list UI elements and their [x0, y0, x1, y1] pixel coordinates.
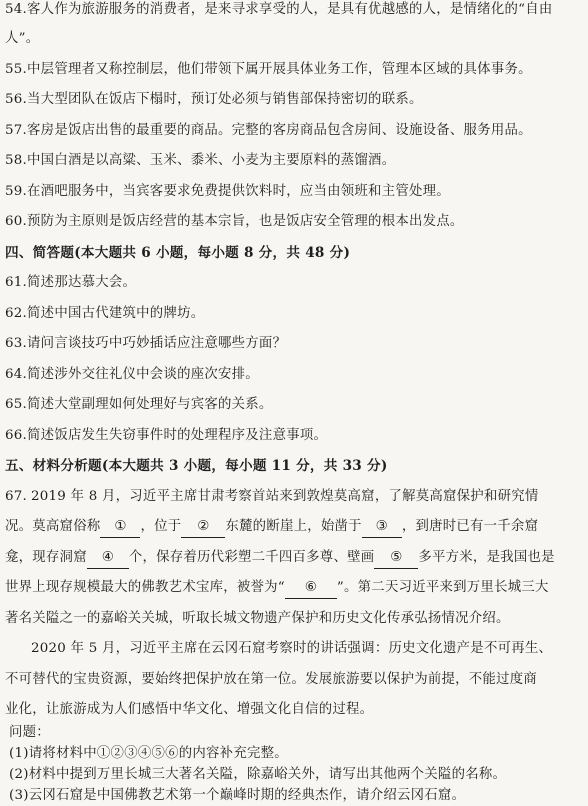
item-number: 64. [5, 367, 28, 382]
item-54-continued [5, 29, 586, 49]
item-67-number: 67. [5, 489, 28, 504]
material-paragraph-2-line-3: 业化，让旅游成为人们感悟中华文化、增强文化自信的过程。 [5, 702, 374, 717]
material-paragraph-2-line-2: 不可替代的宝贵资源，要始终把保护放在第一位。发展旅游要以保护为前提，不能过度商 [5, 672, 537, 687]
material-paragraph-1-line-4 [5, 578, 586, 599]
item-text: 客房是饭店出售的最重要的商品。完整的客房商品包含房间、设施设备、服务用品。 [27, 123, 532, 138]
item-text: 简述大堂副理如何处理好与宾客的关系。 [27, 397, 273, 412]
material-paragraph-1-line-2 [5, 517, 586, 538]
item-59 [5, 182, 586, 202]
material-text: 世界上现存规模最大的佛教艺术宝库，被誉为“ [5, 580, 285, 595]
material-text: 多平方米，是我国也是 [418, 550, 555, 565]
item-text: 请问言谈技巧中巧妙插话应注意哪些方面？ [27, 336, 287, 351]
item-number: 63. [5, 336, 28, 351]
fill-blank-4: ④ [87, 548, 129, 569]
item-number: 59. [5, 184, 28, 199]
item-number: 58. [5, 153, 28, 168]
material-text: 东麓的断崖上，始凿于 [225, 519, 362, 534]
fill-blank-6: ⑥ [285, 578, 337, 599]
fill-blank-5: ⑤ [374, 548, 418, 569]
item-text: 简述饭店发生失窃事件时的处理程序及注意事项。 [27, 428, 328, 443]
question-2: (2)材料中提到万里长城三大著名关隘，除嘉峪关外，请写出其他两个关隘的名称。 [9, 767, 507, 782]
fill-blank-3: ③ [362, 517, 402, 538]
item-text: 中层管理者又称控制层，他们带领下属开展具体业务工作，管理本区域的具体事务。 [27, 62, 532, 77]
item-number: 66. [5, 428, 28, 443]
item-number: 60. [5, 214, 28, 229]
item-number: 56. [5, 92, 28, 107]
item-text: 简述中国古代建筑中的牌坊。 [27, 306, 205, 321]
item-number: 61. [5, 275, 28, 290]
item-text: 客人作为旅游服务的消费者，是来寻求享受的人，是具有优越感的人，是情绪化的“自由 [27, 2, 553, 17]
question-3: (3)云冈石窟是中国佛教艺术第一个巅峰时期的经典杰作，请介绍云冈石窟。 [9, 788, 466, 803]
material-paragraph-2-line-1: 2020 年 5 月，习近平主席在云冈石窟考察时的讲话强调：历史文化遗产是不可再生、 [31, 641, 553, 656]
item-56 [5, 90, 586, 110]
questions-label: 问题： [9, 725, 50, 740]
question-1: (1)请将材料中①②③④⑤⑥的内容补充完整。 [9, 746, 288, 761]
item-number: 62. [5, 306, 28, 321]
section-5-heading: 五、材料分析题(本大题共 3 小题，每小题 11 分，共 33 分) [5, 458, 388, 474]
fill-blank-2: ② [181, 517, 225, 538]
item-text: 简述涉外交往礼仪中会谈的座次安排。 [27, 367, 259, 382]
item-60 [5, 212, 586, 232]
item-61 [5, 273, 586, 293]
item-55 [5, 60, 586, 80]
item-64 [5, 365, 586, 385]
material-text: ”。第二天习近平来到万里长城三大 [336, 580, 549, 595]
item-text: 人”。 [5, 31, 40, 46]
item-66 [5, 426, 586, 446]
material-text: ，到唐时已有一千余窟 [401, 519, 539, 534]
material-paragraph-1-line-5: 著名关隘之一的嘉峪关关城，听取长城文物遗产保护和历史文化传承弘扬情况介绍。 [5, 611, 510, 626]
item-text: 当大型团队在饭店下榻时，预订处必须与销售部保持密切的联系。 [27, 92, 423, 107]
material-paragraph-1-line-1: 2019 年 8 月，习近平主席甘肃考察首站来到敦煌莫高窟，了解莫高窟保护和研究情 [31, 489, 539, 504]
item-number: 54. [5, 2, 28, 17]
item-text: 预防为主原则是饭店经营的基本宗旨，也是饭店安全管理的根本出发点。 [27, 214, 464, 229]
fill-blank-1: ① [100, 517, 140, 538]
item-65 [5, 395, 586, 415]
material-text: 个，保存着历代彩塑二千四百多尊、壁画 [128, 550, 375, 565]
item-number: 57. [5, 123, 28, 138]
item-text: 简述那达慕大会。 [27, 275, 137, 290]
item-number: 55. [5, 62, 28, 77]
item-54 [5, 0, 586, 20]
item-number: 65. [5, 397, 28, 412]
material-text: ，位于 [140, 519, 182, 534]
material-text: 龛，现存洞窟 [5, 550, 87, 565]
material-text: 况。莫高窟俗称 [5, 519, 101, 534]
item-text: 中国白酒是以高粱、玉米、黍米、小麦为主要原料的蒸馏酒。 [27, 153, 396, 168]
item-63 [5, 334, 586, 354]
item-text: 在酒吧服务中，当宾客要求免费提供饮料时，应当由领班和主管处理。 [27, 184, 450, 199]
section-4-heading: 四、简答题(本大题共 6 小题，每小题 8 分，共 48 分) [5, 245, 351, 261]
item-62 [5, 304, 586, 324]
item-58 [5, 151, 586, 171]
material-paragraph-1-line-3 [5, 548, 586, 569]
item-57 [5, 121, 586, 141]
